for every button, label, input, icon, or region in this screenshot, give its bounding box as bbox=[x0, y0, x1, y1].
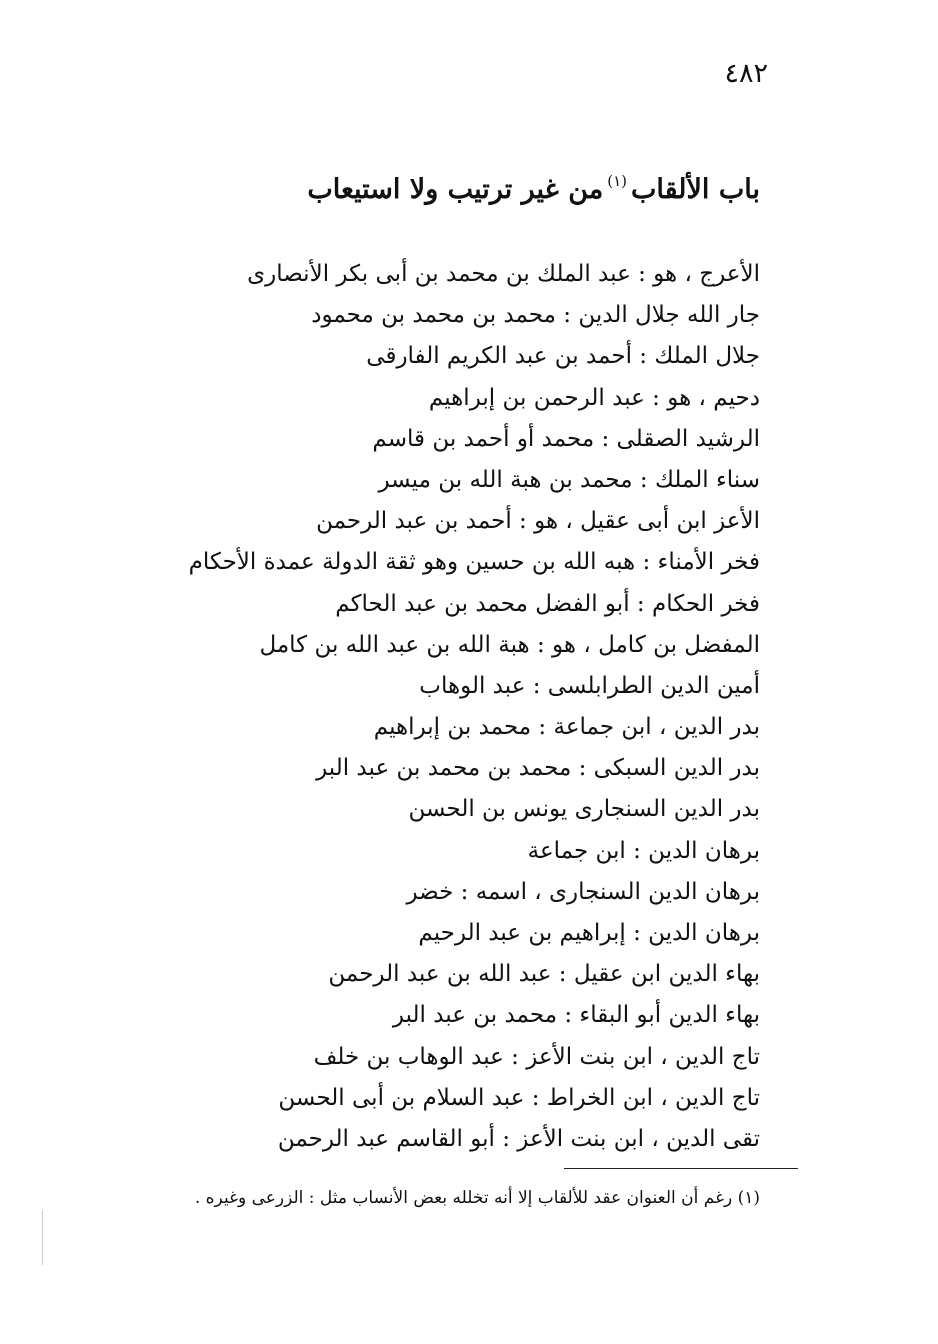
chapter-title bbox=[260, 172, 760, 205]
chapter-title-text: باب الألقاب bbox=[631, 174, 760, 205]
list-item: الأعرج ، هو : عبد الملك بن محمد بن أبى بكر الأنصارى bbox=[247, 261, 760, 287]
list-item: دحيم ، هو : عبد الرحمن بن إبراهيم bbox=[428, 384, 760, 411]
footnote: (١) رغم أن العنوان عقد للألقاب إلا أنه تخلله بعض الأنساب مثل : الزرعى وغيره . bbox=[194, 1188, 760, 1208]
list-item: فخر الحكام : أبو الفضل محمد بن عبد الحاكم bbox=[335, 590, 760, 617]
list-item: فخر الأمناء : هبه الله بن حسين وهو ثقة الدولة عمدة الأحكام bbox=[188, 549, 760, 576]
list-item: بدر الدين ، ابن جماعة : محمد بن إبراهيم bbox=[373, 714, 760, 741]
list-item: سناء الملك : محمد بن هبة الله بن ميسر bbox=[378, 466, 760, 493]
list-item: المفضل بن كامل ، هو : هبة الله بن عبد الله بن كامل bbox=[259, 631, 760, 658]
list-item: برهان الدين : إبراهيم بن عبد الرحيم bbox=[418, 920, 760, 946]
list-item: بهاء الدين ابن عقيل : عبد الله بن عبد الرحمن bbox=[328, 961, 760, 988]
list-item: بهاء الدين أبو البقاء : محمد بن عبد البر bbox=[392, 1002, 760, 1029]
page-number: ٤٨٢ bbox=[724, 58, 768, 89]
list-item: الأعز ابن أبى عقيل ، هو : أحمد بن عبد الرحمن bbox=[316, 508, 760, 535]
list-item: جلال الملك : أحمد بن عبد الكريم الفارقى bbox=[366, 343, 760, 370]
list-item: بدر الدين السبكى : محمد بن محمد بن عبد البر bbox=[316, 755, 760, 782]
list-item: تاج الدين ، ابن بنت الأعز : عبد الوهاب بن خلف bbox=[313, 1043, 760, 1070]
scan-mark bbox=[42, 1210, 43, 1265]
footnote-marker: (١) bbox=[607, 172, 627, 190]
chapter-title-rest: من غير ترتيب ولا استيعاب bbox=[307, 174, 604, 205]
list-item: الرشيد الصقلى : محمد أو أحمد بن قاسم bbox=[372, 425, 760, 452]
list-item: تقى الدين ، ابن بنت الأعز : أبو القاسم عبد الرحمن bbox=[277, 1125, 760, 1152]
list-item: برهان الدين السنجارى ، اسمه : خضر bbox=[406, 878, 760, 905]
footnote-divider bbox=[564, 1168, 798, 1169]
list-item: جار الله جلال الدين : محمد بن محمد بن محمود bbox=[311, 302, 760, 329]
list-item: أمين الدين الطرابلسى : عبد الوهاب bbox=[419, 672, 760, 699]
list-item: برهان الدين : ابن جماعة bbox=[527, 837, 760, 864]
list-item: تاج الدين ، ابن الخراط : عبد السلام بن أبى الحسن bbox=[278, 1084, 760, 1111]
list-item: بدر الدين السنجارى يونس بن الحسن bbox=[408, 796, 760, 823]
entries-list bbox=[160, 254, 760, 1160]
